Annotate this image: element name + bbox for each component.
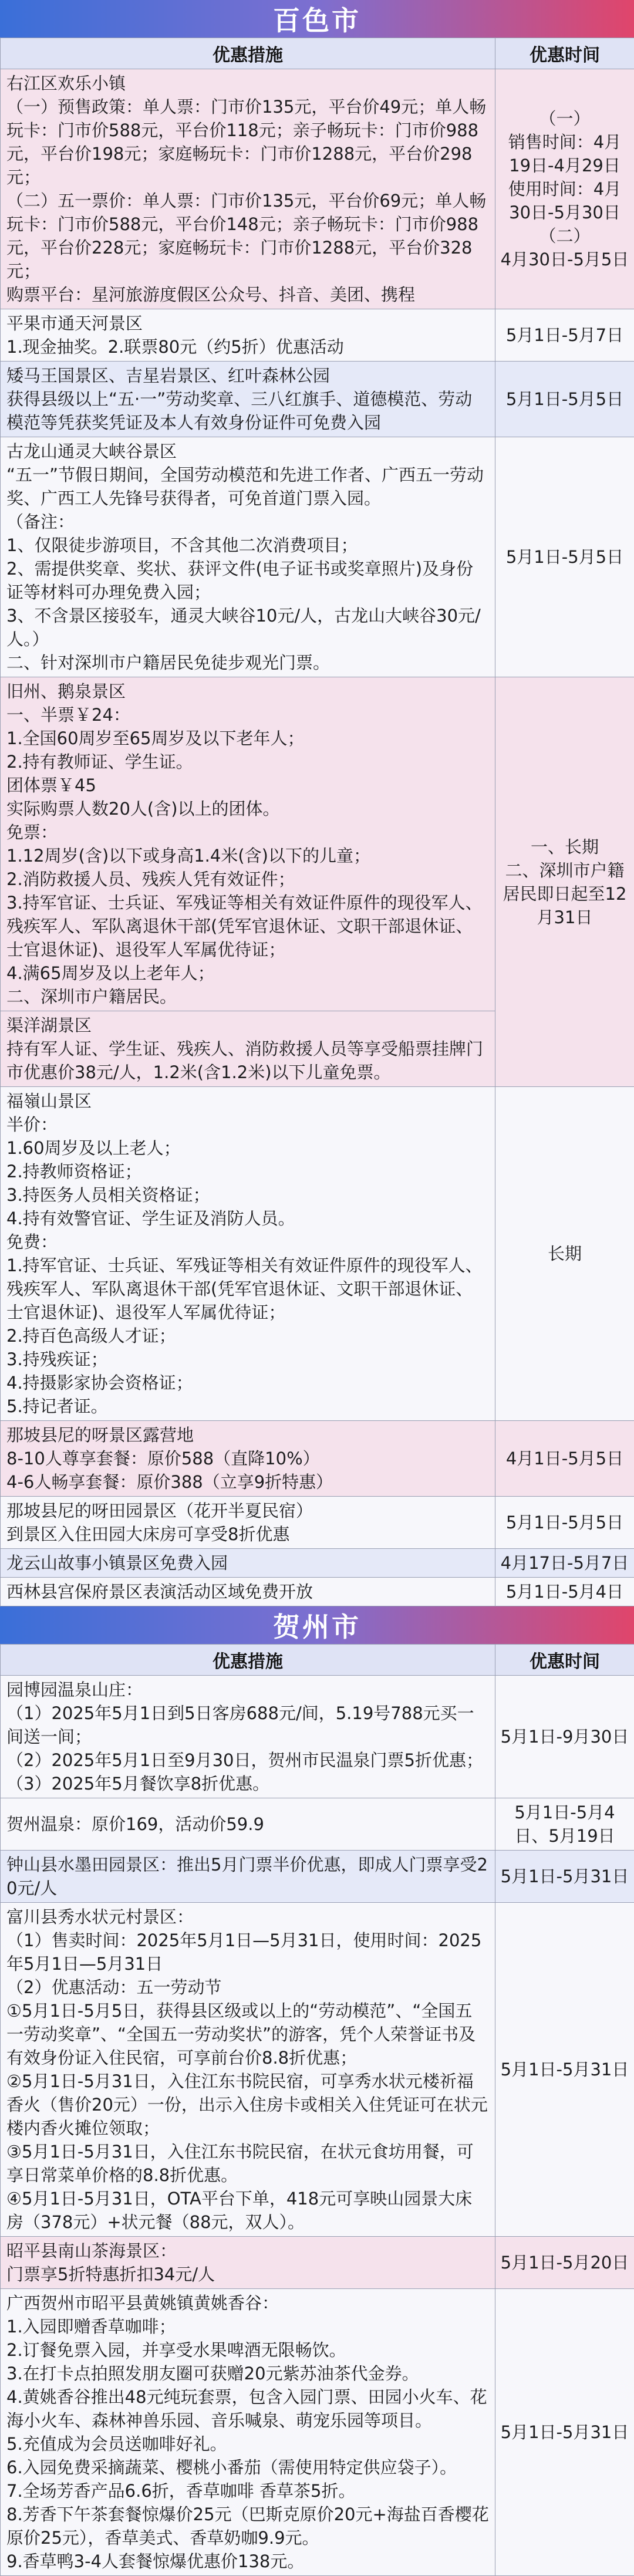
table-row — [1, 2289, 634, 2576]
city-banner: 百色市 — [0, 0, 634, 38]
offer-period — [495, 1798, 634, 1851]
offer-line: 4.持有效警官证、学生证及消防人员。 — [6, 1207, 489, 1230]
offer-line: 2.持有教师证、学生证。 — [6, 750, 489, 774]
table-header-row — [1, 1645, 634, 1676]
offer-title: 那坡县尼的呀田园景区（花开半夏民宿） — [6, 1499, 489, 1522]
offer-description — [1, 1421, 495, 1497]
offer-title: 龙云山故事小镇景区免费入园 — [6, 1551, 489, 1575]
offer-period — [495, 2289, 634, 2576]
offer-line: （1）售卖时间：2025年5月1日—5月31日，使用时间：2025年5月1日—5月31日 — [6, 1929, 489, 1976]
offer-period — [495, 1578, 634, 1606]
offer-line: 8-10人尊享套餐：原价588（直降10%） — [6, 1447, 489, 1470]
offer-title: 旧州、鹅泉景区 — [6, 680, 489, 703]
table-row — [1, 1497, 634, 1549]
offer-description — [1, 309, 495, 362]
offer-title: 钟山县水墨田园景区：推出5月门票半价优惠，即成人门票享受20元/人 — [6, 1853, 489, 1900]
offer-line: （一）预售政策：单人票：门市价135元，平台价49元；单人畅玩卡：门市价588元，平台价118元；亲子畅玩卡：门市价988元，平台价198元；家庭畅玩卡：门市价1288元，平台价298元； — [6, 95, 489, 189]
offer-line: 2.订餐免票入园，并享受水果啤酒无限畅饮。 — [6, 2338, 489, 2362]
offer-line: 4-6人畅享套餐：原价388（立享9折特惠） — [6, 1470, 489, 1494]
offer-line: 购票平台：星河旅游度假区公众号、抖音、美团、携程 — [6, 283, 489, 306]
offer-description — [1, 1903, 495, 2237]
offer-line: 3.在打卡点拍照发朋友圈可获赠20元紫苏油茶代金券。 — [6, 2362, 489, 2385]
period-line: （二） — [500, 224, 629, 248]
period-line: 5月1日-5月31日 — [500, 1865, 629, 1888]
offer-description — [1, 1851, 495, 1903]
offer-line: 5.持记者证。 — [6, 1395, 489, 1418]
period-line: 二、深圳市户籍居民即日起至12月31日 — [500, 859, 629, 929]
offer-line: 7.全场芳香产品6.6折，香草咖啡 香草茶5折。 — [6, 2479, 489, 2503]
offer-line: 5.充值成为会员送咖啡好礼。 — [6, 2432, 489, 2456]
offer-description — [1, 1011, 495, 1087]
offer-line: 一、半票￥24： — [6, 703, 489, 727]
period-line: 5月1日-5月20日 — [500, 2251, 629, 2274]
offer-title: 那坡县尼的呀景区露营地 — [6, 1423, 489, 1447]
offer-line: （2）2025年5月1日至9月30日，贺州市民温泉门票5折优惠； — [6, 1748, 489, 1772]
offer-description — [1, 1549, 495, 1578]
offer-line: ④5月1日-5月31日，OTA平台下单，418元可享映山园景大床房（378元）+状元餐（88元，双人）。 — [6, 2187, 489, 2234]
table-row — [1, 362, 634, 437]
offer-period — [495, 437, 634, 677]
offer-line: 1、仅限徒步游项目，不含其他二次消费项目； — [6, 534, 489, 557]
offer-description — [1, 1087, 495, 1421]
offer-line: 9.香草鸭3-4人套餐惊爆优惠价138元。 — [6, 2550, 489, 2573]
offer-line: 3.持医务人员相关资格证； — [6, 1183, 489, 1207]
table-row — [1, 1798, 634, 1851]
period-line: 5月1日-5月31日 — [500, 2420, 629, 2444]
offer-description — [1, 1798, 495, 1851]
period-line: 5月1日-5月4日、5月19日 — [500, 1801, 629, 1848]
offer-period — [495, 1676, 634, 1798]
table-row — [1, 1087, 634, 1421]
offer-period — [495, 1903, 634, 2237]
table-row — [1, 2237, 634, 2289]
offer-line: 门票享5折特惠折扣34元/人 — [6, 2263, 489, 2286]
period-line: 长期 — [500, 1242, 629, 1265]
offer-line: 4.持摄影家协会资格证； — [6, 1371, 489, 1395]
offer-line: 实际购票人数20人(含)以上的团体。 — [6, 797, 489, 821]
offer-line: （备注： — [6, 510, 489, 534]
offer-title: 富川县秀水状元村景区： — [6, 1905, 489, 1929]
offer-line: 持有军人证、学生证、残疾人、消防救援人员等享受船票挂牌门市优惠价38元/人，1.2米(含1.2米)以下儿童免票。 — [6, 1037, 489, 1084]
offer-period — [495, 1087, 634, 1421]
offer-line: 2.持教师资格证； — [6, 1160, 489, 1183]
offer-period — [495, 1497, 634, 1549]
offer-line: 二、针对深圳市户籍居民免徒步观光门票。 — [6, 651, 489, 674]
offer-line: 2.持百色高级人才证； — [6, 1324, 489, 1348]
offer-line: 1.60周岁及以上老人； — [6, 1136, 489, 1160]
offer-line: 免费： — [6, 1230, 489, 1254]
table-row — [1, 1578, 634, 1606]
offer-line: 3、不含景区接驳车，通灵大峡谷10元/人，古龙山大峡谷30元/人。） — [6, 604, 489, 651]
offer-line: （二）五一票价：单人票：门市价135元，平台价69元；单人畅玩卡：门市价588元，平台价148元；亲子畅玩卡：门市价988元，平台价228元；家庭畅玩卡：门市价1288元，平台价328元； — [6, 189, 489, 283]
offer-line: ②5月1日-5月31日，入住江东书院民宿，可享秀水状元楼祈福香火（售价20元）一份，出示入住房卡或相关入住凭证可在状元楼内香火摊位领取； — [6, 2069, 489, 2140]
offer-description — [1, 1578, 495, 1606]
offer-description — [1, 69, 495, 309]
table-header-row — [1, 38, 634, 69]
offer-line: 1.现金抽奖。2.联票80元（约5折）优惠活动 — [6, 335, 489, 359]
offer-description — [1, 677, 495, 1011]
period-line: （一） — [500, 107, 629, 130]
offer-line: 1.入园即赠香草咖啡； — [6, 2315, 489, 2338]
offer-line: 8.芳香下午茶套餐惊爆价25元（巴斯克原价20元+海盐百香樱花原价25元），香草美式、香草奶咖9.9元。 — [6, 2503, 489, 2550]
offer-title: 西林县宫保府景区表演活动区域免费开放 — [6, 1580, 489, 1603]
offer-line: 6.入园免费采摘蔬菜、樱桃小番茄（需使用特定供应袋子）。 — [6, 2456, 489, 2479]
column-header-measures: 优惠措施 — [1, 1645, 495, 1676]
offer-line: 4.满65周岁及以上老年人； — [6, 961, 489, 985]
offer-period — [495, 69, 634, 309]
offer-period — [495, 2237, 634, 2289]
period-line: 一、长期 — [500, 835, 629, 859]
table-row — [1, 1676, 634, 1798]
offer-line: 4.黄姚香谷推出48元纯玩套票，包含入园门票、田园小火车、花海小火车、森林神兽乐园、音乐喊泉、萌宠乐园等项目。 — [6, 2385, 489, 2432]
table-row — [1, 1549, 634, 1578]
offer-line: ①5月1日-5月5日，获得县区级或以上的“劳动模范”、“全国五一劳动奖章”、“全国五一劳动奖状”的游客，凭个人荣誉证书及有效身份证入住民宿，可享前台价8.8折优惠； — [6, 1999, 489, 2069]
table-row — [1, 1421, 634, 1497]
table-row — [1, 677, 634, 1011]
offer-title: 渠洋湖景区 — [6, 1014, 489, 1037]
period-line: 5月1日-9月30日 — [500, 1725, 629, 1748]
offer-line: ③5月1日-5月31日，入住江东书院民宿，在状元食坊用餐，可享日常菜单价格的8.8折优惠。 — [6, 2140, 489, 2187]
offer-line: 半价： — [6, 1113, 489, 1136]
offer-line: 到景区入住田园大床房可享受8折优惠 — [6, 1522, 489, 1546]
offer-title: 右江区欢乐小镇 — [6, 72, 489, 95]
offer-line: （2）优惠活动：五一劳动节 — [6, 1976, 489, 1999]
offer-description — [1, 1676, 495, 1798]
offer-period — [495, 1549, 634, 1578]
offer-description — [1, 2237, 495, 2289]
offer-description — [1, 1497, 495, 1549]
period-line: 5月1日-5月31日 — [500, 2058, 629, 2081]
offer-title: 贺州温泉：原价169，活动价59.9 — [6, 1812, 489, 1836]
offer-line: 团体票￥45 — [6, 774, 489, 797]
offer-line: 3.持残疾证； — [6, 1348, 489, 1371]
offer-line: 1.持军官证、士兵证、军残证等相关有效证件原件的现役军人、残疾军人、军队离退休干部(凭军官退休证、文职干部退休证、士官退休证)、退役军人军属优待证； — [6, 1254, 489, 1324]
offer-title: 古龙山通灵大峡谷景区 — [6, 440, 489, 463]
column-header-period: 优惠时间 — [495, 38, 634, 69]
offer-line: 3.持军官证、士兵证、军残证等相关有效证件原件的现役军人、残疾军人、军队离退休干部(凭军官退休证、文职干部退休证、士官退休证)、退役军人军属优待证； — [6, 891, 489, 961]
offer-period — [495, 1421, 634, 1497]
offer-line: 二、深圳市户籍居民。 — [6, 985, 489, 1008]
offer-title: 园博园温泉山庄： — [6, 1678, 489, 1701]
offer-table — [0, 38, 634, 1606]
table-row — [1, 1903, 634, 2237]
table-row — [1, 309, 634, 362]
table-row — [1, 69, 634, 309]
offer-description — [1, 437, 495, 677]
period-line: 4月30日-5月5日 — [500, 248, 629, 271]
period-line: 5月1日-5月5日 — [500, 545, 629, 569]
table-row — [1, 1851, 634, 1903]
period-line: 4月17日-5月7日 — [500, 1551, 629, 1575]
offer-period — [495, 1851, 634, 1903]
offer-line: 2、需提供奖章、奖状、获评文件(电子证书或奖章照片)及身份证等材料可办理免费入园； — [6, 557, 489, 604]
city-banner: 贺州市 — [0, 1606, 634, 1644]
period-line: 5月1日-5月4日 — [500, 1580, 629, 1603]
period-line: 4月1日-5月5日 — [500, 1447, 629, 1470]
period-line: 使用时间：4月30日-5月30日 — [500, 177, 629, 224]
table-row — [1, 437, 634, 677]
offer-period — [495, 362, 634, 437]
offer-title: 福嶺山景区 — [6, 1089, 489, 1113]
offer-title: 昭平县南山茶海景区： — [6, 2239, 489, 2263]
offer-line: “五一”节假日期间，全国劳动模范和先进工作者、广西五一劳动奖、广西工人先锋号获得者，可免首道门票入园。 — [6, 463, 489, 510]
column-header-measures: 优惠措施 — [1, 38, 495, 69]
offer-title: 广西贺州市昭平县黄姚镇黄姚香谷： — [6, 2291, 489, 2315]
period-line: 5月1日-5月5日 — [500, 1511, 629, 1534]
period-line: 销售时间：4月19日-4月29日 — [500, 130, 629, 177]
offer-line: 获得县级以上“五·一”劳动奖章、三八红旗手、道德模范、劳动模范等凭获奖凭证及本人有效身份证件可免费入园 — [6, 387, 489, 434]
period-line: 5月1日-5月5日 — [500, 387, 629, 411]
offer-table — [0, 1644, 634, 2576]
offer-line: 2.消防救援人员、残疾人凭有效证件； — [6, 867, 489, 891]
offer-period — [495, 677, 634, 1087]
offer-line: 免票： — [6, 821, 489, 844]
offer-title: 平果市通天河景区 — [6, 312, 489, 335]
offer-period — [495, 309, 634, 362]
offer-line: （3）2025年5月餐饮享8折优惠。 — [6, 1772, 489, 1795]
offer-description — [1, 362, 495, 437]
offer-line: （1）2025年5月1日到5日客房688元/间，5.19号788元买一间送一间； — [6, 1701, 489, 1748]
offer-description — [1, 2289, 495, 2576]
column-header-period: 优惠时间 — [495, 1645, 634, 1676]
offer-title: 矮马王国景区、吉星岩景区、红叶森林公园 — [6, 364, 489, 387]
offer-line: 1.12周岁(含)以下或身高1.4米(含)以下的儿童； — [6, 844, 489, 867]
offer-line: 1.全国60周岁至65周岁及以下老年人； — [6, 727, 489, 750]
period-line: 5月1日-5月7日 — [500, 323, 629, 347]
